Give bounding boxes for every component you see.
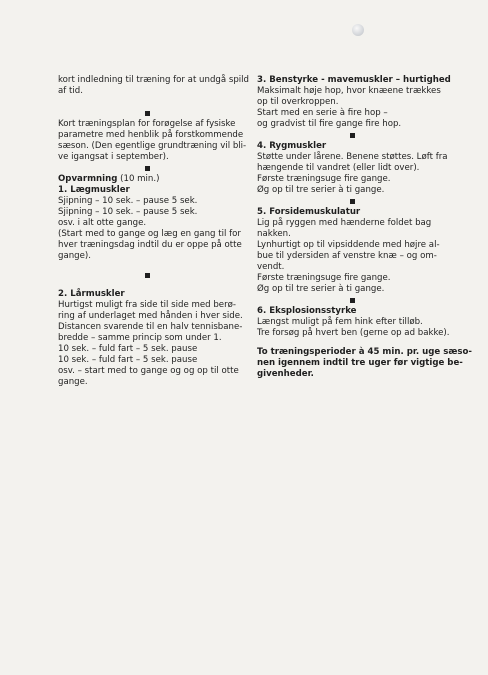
closing-line: nen igennem indtil tre uger før vigtige be- <box>257 358 463 368</box>
section-line: Lynhurtigt op til vipsiddende med højre al- <box>257 240 440 250</box>
section-line: gange. <box>58 377 88 387</box>
separator-square <box>350 298 355 303</box>
plan-line: sæson. (Den egentlige grundtræning vil bli- <box>58 141 247 151</box>
separator-square <box>145 273 150 278</box>
section-line: Tre forsøg på hvert ben (gerne op ad bakke). <box>257 328 450 338</box>
section-line: Første træningsuge fire gange. <box>257 174 391 184</box>
section-line: Øg op til tre serier à ti gange. <box>257 185 385 195</box>
section-line: bredde – samme princip som under 1. <box>58 333 222 343</box>
section-line: Maksimalt høje hop, hvor knæene trækkes <box>257 86 441 96</box>
section-title: 4. Rygmuskler <box>257 141 327 151</box>
intro-line: kort indledning til træning for at undgå spild <box>58 75 250 85</box>
section-line: Hurtigst muligt fra side til side med berø- <box>58 300 236 310</box>
separator-square <box>145 111 150 116</box>
warmup-heading <box>58 174 236 185</box>
separator-square <box>145 166 150 171</box>
section-line: Første træningsuge fire gange. <box>257 273 391 283</box>
section-line: Støtte under lårene. Benene støttes. Løft fra <box>257 152 448 162</box>
section-line: osv. – start med to gange og og op til otte <box>58 366 239 376</box>
section-line: Lig på ryggen med hænderne foldet bag <box>257 218 432 228</box>
section-line: og gradvist til fire gange fire hop. <box>257 119 402 129</box>
plan-line: ve igangsat i september). <box>58 152 169 162</box>
warmup-title: Opvarmning <box>58 174 118 184</box>
separator-square <box>350 133 355 138</box>
section-line: Øg op til tre serier à ti gange. <box>257 284 385 294</box>
section-title: 1. Lægmuskler <box>58 185 130 195</box>
intro-line: af tid. <box>58 86 83 96</box>
warmup-line: Sjipning – 10 sek. – pause 5 sek. <box>58 207 198 217</box>
section-title: 2. Lårmuskler <box>58 289 125 299</box>
section-title: 3. Benstyrke - mavemuskler – hurtighed <box>257 75 451 85</box>
section-line: 10 sek. – fuld fart – 5 sek. pause <box>58 355 198 365</box>
bubble-mark <box>352 24 364 36</box>
section-line: Længst muligt på fem hink efter tilløb. <box>257 317 423 327</box>
left-column <box>58 75 250 388</box>
warmup-line: (Start med to gange og læg en gang til for <box>58 229 241 239</box>
warmup-duration: (10 min.) <box>120 174 160 184</box>
section-line: Distancen svarende til en halv tennisbane- <box>58 322 243 332</box>
warmup-line: gange). <box>58 251 91 261</box>
separator-square <box>350 199 355 204</box>
warmup-line: osv. i alt otte gange. <box>58 218 147 228</box>
warmup-line: Sjipning – 10 sek. – pause 5 sek. <box>58 196 198 206</box>
section-line: vendt. <box>257 262 285 272</box>
closing-line: givenheder. <box>257 369 314 379</box>
section-line: nakken. <box>257 229 291 239</box>
section-line: ring af underlaget med hånden i hver side. <box>58 311 243 321</box>
plan-line: parametre med henblik på forstkommende <box>58 130 244 140</box>
section-title: 6. Eksplosionsstyrke <box>257 306 357 316</box>
closing-line: To træningsperioder à 45 min. pr. uge sæso- <box>257 347 472 357</box>
section-line: Start med en serie à fire hop – <box>257 108 388 118</box>
section-line: 10 sek. – fuld fart – 5 sek. pause <box>58 344 198 354</box>
warmup-line: hver træningsdag indtil du er oppe på otte <box>58 240 242 250</box>
plan-line: Kort træningsplan for forøgelse af fysiske <box>58 119 236 129</box>
section-line: hængende til vandret (eller lidt over). <box>257 163 420 173</box>
right-column <box>257 75 472 380</box>
section-title: 5. Forsidemuskulatur <box>257 207 361 217</box>
section-line: bue til ydersiden af venstre knæ – og om- <box>257 251 437 261</box>
section-line: op til overkroppen. <box>257 97 339 107</box>
